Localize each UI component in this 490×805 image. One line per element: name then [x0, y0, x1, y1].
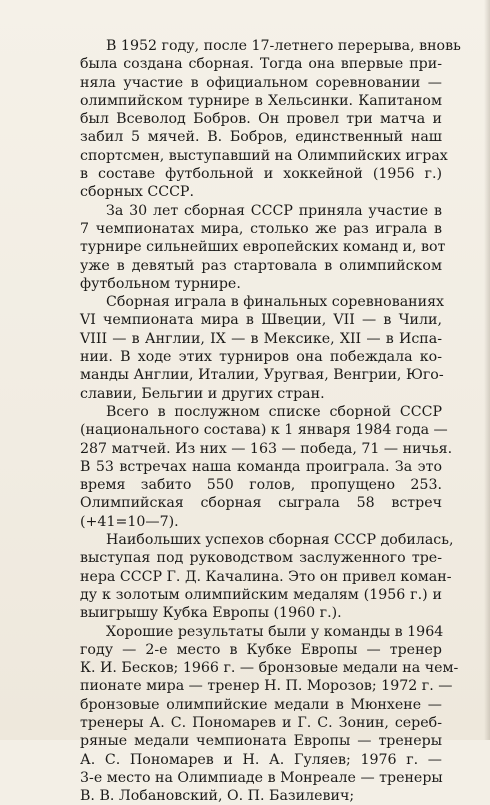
text-line: 287 матчей. Из них — 163 — победа, 71 — ничья. — [54, 440, 442, 458]
text-line: В 1952 году, после 17-летнего перерыва, вновь — [54, 37, 442, 55]
paragraph-record — [54, 403, 442, 531]
text-line: (+41=10—7). — [54, 513, 442, 531]
text-line: выигрышу Кубка Европы (1960 г.). — [54, 604, 442, 622]
text-line: уже в девятый раз стартовала в олимпийском — [54, 257, 442, 275]
text-line: тренеры А. С. Пономарев и Г. С. Зонин, сереб- — [54, 714, 442, 732]
text-line: пионате мира — тренер Н. П. Морозов; 1972 г. — — [54, 677, 442, 695]
text-line: сборных СССР. — [54, 183, 442, 201]
text-line: (национального состава) к 1 января 1984 года — — [54, 421, 442, 439]
text-line: К. И. Бесков; 1966 г. — бронзовые медали на чем- — [54, 659, 442, 677]
text-line: футбольном турнире. — [54, 275, 442, 293]
text-line: 7 чемпионатах мира, столько же раз играла в — [54, 220, 442, 238]
text-line: время забито 550 голов, пропущено 253. — [54, 476, 442, 494]
text-line: забил 5 мячей. В. Бобров, единственный наш — [54, 128, 442, 146]
text-line: VIII — в Англии, IX — в Мексике, XII — в Испа- — [54, 330, 442, 348]
text-line: славии, Бельгии и других стран. — [54, 385, 442, 403]
text-line: Сборная играла в финальных соревнованиях — [54, 293, 442, 311]
text-line: спортсмен, выступавший на Олимпийских играх — [54, 147, 442, 165]
text-line: нера СССР Г. Д. Качалина. Это он привел коман- — [54, 568, 442, 586]
paragraph-kachalin — [54, 531, 442, 622]
paragraph-1952-team — [54, 37, 442, 202]
text-line: Наибольших успехов сборная СССР добилась, — [54, 531, 442, 549]
text-line: А. С. Пономарев и Н. А. Гуляев; 1976 г. — — [54, 751, 442, 769]
text-line: турнире сильнейших европейских команд и, вот — [54, 238, 442, 256]
text-line: бронзовые олимпийские медали в Мюнхене — — [54, 696, 442, 714]
text-line: Хорошие результаты были у команды в 1964 — [54, 623, 442, 641]
text-line: выступая под руководством заслуженного тре- — [54, 549, 442, 567]
text-line: манды Англии, Италии, Уругвая, Венгрии, Юго- — [54, 366, 442, 384]
text-line: ряные медали чемпионата Европы — тренеры — [54, 732, 442, 750]
text-line: В 53 встречах наша команда проиграла. За это — [54, 458, 442, 476]
paragraph-world-cups — [54, 293, 442, 403]
text-line: В. В. Лобановский, О. П. Базилевич; — [54, 787, 442, 805]
body-text — [54, 37, 442, 805]
text-line: в составе футбольной и хоккейной (1956 г.) — [54, 165, 442, 183]
paragraph-30-years — [54, 202, 442, 293]
paragraph-results — [54, 623, 442, 805]
text-line: Всего в послужном списке сборной СССР — [54, 403, 442, 421]
text-line: была создана сборная. Тогда она впервые при- — [54, 55, 442, 73]
text-line: году — 2-е место в Кубке Европы — тренер — [54, 641, 442, 659]
text-line: олимпийском турнире в Хельсинки. Капитаном — [54, 92, 442, 110]
text-line: VI чемпионата мира в Швеции, VII — в Чили, — [54, 311, 442, 329]
text-line: 3-е место на Олимпиаде в Монреале — тренеры — [54, 769, 442, 787]
text-line: нии. В ходе этих турниров она побеждала ко- — [54, 348, 442, 366]
text-line: ду к золотым олимпийским медалям (1956 г.) и — [54, 586, 442, 604]
text-line: Олимпийская сборная сыграла 58 встреч — [54, 494, 442, 512]
text-line: няла участие в официальном соревновании — — [54, 74, 442, 92]
text-line: За 30 лет сборная СССР приняла участие в — [54, 202, 442, 220]
text-line: был Всеволод Бобров. Он провел три матча и — [54, 110, 442, 128]
